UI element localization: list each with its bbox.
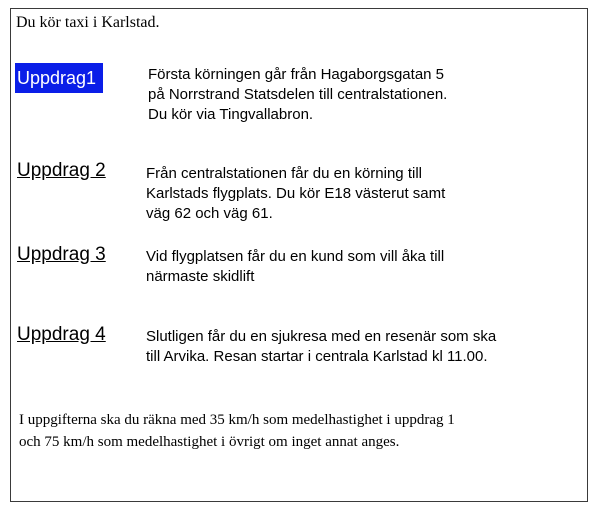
task-link-1[interactable]: Uppdrag1 [15, 63, 103, 93]
task-3-description [146, 247, 444, 287]
task-link-4[interactable]: Uppdrag 4 [17, 324, 106, 345]
task-2-description [146, 164, 445, 224]
task-3-line-2: närmaste skidlift [146, 268, 255, 285]
task-1-description [148, 65, 447, 125]
speed-note-line-1: I uppgifterna ska du räkna med 35 km/h som medelhastighet i uppdrag 1 [19, 412, 455, 428]
speed-note [19, 409, 455, 453]
task-2-line-2: Karlstads flygplats. Du kör E18 västerut samt [146, 185, 446, 202]
task-4-line-2: till Arvika. Resan startar i centrala Karlstad kl 11.00. [146, 348, 488, 365]
task-1-line-2: på Norrstrand Statsdelen till centralstationen. [148, 86, 448, 103]
task-4-line-1: Slutligen får du en sjukresa med en resenär som ska [146, 328, 497, 345]
task-2-line-3: väg 62 och väg 61. [146, 205, 273, 222]
task-1-line-3: Du kör via Tingvallabron. [148, 106, 314, 123]
document-frame [10, 8, 588, 502]
task-3-line-1: Vid flygplatsen får du en kund som vill åka till [146, 248, 445, 265]
intro-text: Du kör taxi i Karlstad. [16, 14, 160, 31]
task-4-description [146, 327, 496, 367]
task-2-line-1: Från centralstationen får du en körning till [146, 165, 422, 182]
speed-note-line-2: och 75 km/h som medelhastighet i övrigt om inget annat anges. [19, 434, 400, 450]
task-link-3[interactable]: Uppdrag 3 [17, 244, 106, 265]
task-1-line-1: Första körningen går från Hagaborgsgatan 5 [148, 66, 445, 83]
task-link-2[interactable]: Uppdrag 2 [17, 160, 106, 181]
